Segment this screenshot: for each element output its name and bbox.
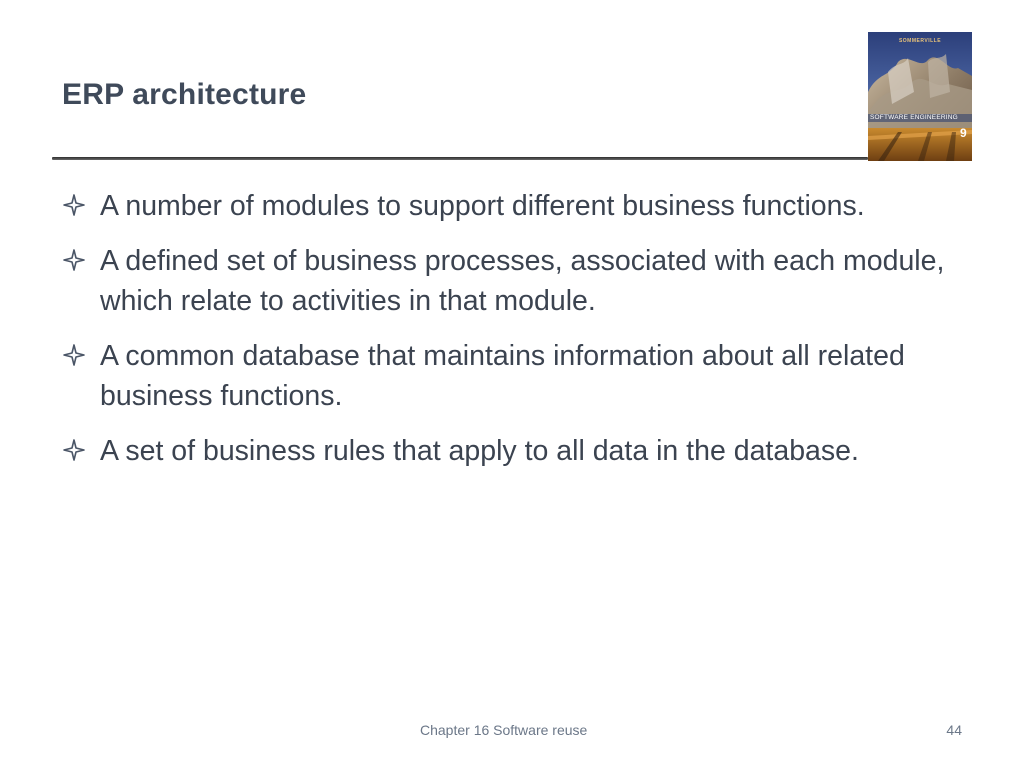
four-point-star-icon — [62, 241, 92, 281]
bullet-text: A common database that maintains information about all related business functions. — [100, 340, 905, 412]
page-number: 44 — [946, 722, 962, 738]
bullet-item — [62, 241, 982, 321]
four-point-star-icon — [62, 336, 92, 376]
bullet-text: A defined set of business processes, associated with each module, which relate to activities in that module. — [100, 245, 945, 317]
book-title: SOFTWARE ENGINEERING — [870, 114, 958, 121]
four-point-star-icon — [62, 186, 92, 226]
slide-footer: Chapter 16 Software reuse — [420, 722, 588, 738]
book-cover-art — [868, 32, 972, 161]
bullet-text: A set of business rules that apply to all data in the database. — [100, 435, 859, 467]
book-cover-image — [868, 32, 972, 161]
bullet-item — [62, 186, 982, 226]
bullet-list — [62, 186, 982, 486]
four-point-star-icon — [62, 431, 92, 471]
book-author: SOMMERVILLE — [898, 38, 942, 44]
bullet-text: A number of modules to support different business functions. — [100, 190, 865, 222]
bullet-item — [62, 336, 982, 416]
book-edition: 9 — [960, 126, 967, 140]
bullet-item — [62, 431, 982, 471]
slide-title: ERP architecture — [62, 78, 307, 111]
title-divider — [52, 157, 868, 160]
